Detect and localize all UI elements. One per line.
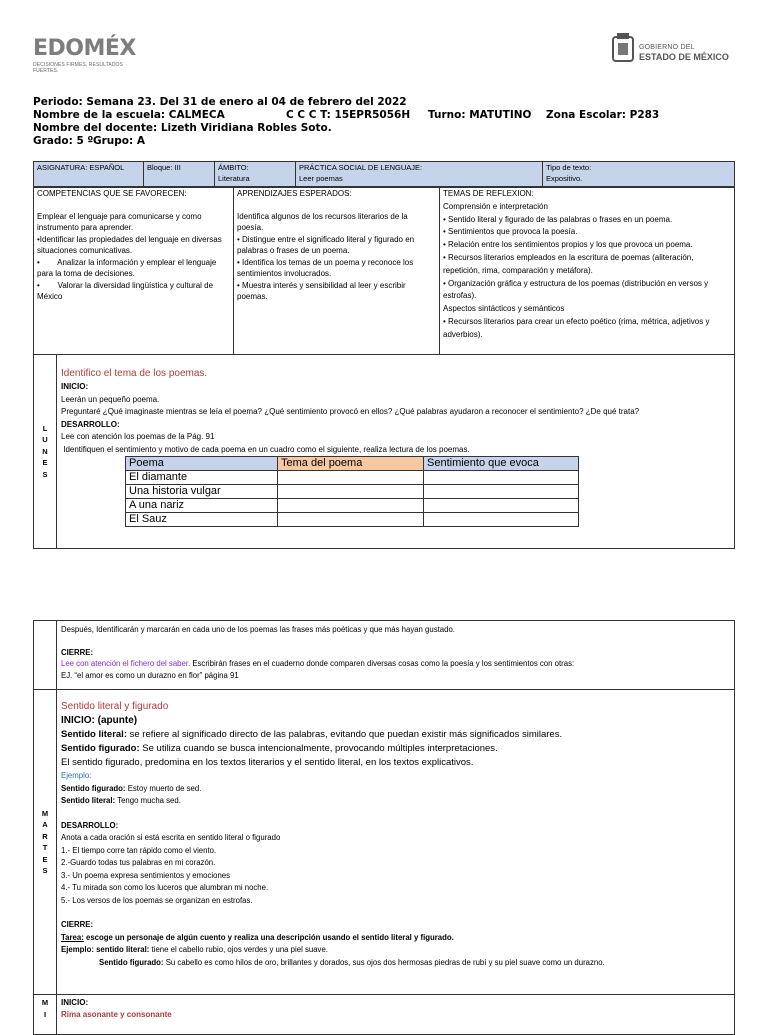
ej2-text: Su cabello es como hilos de oro, brillantes y dorados, sus ojos dos hermosas piedras de rubí y su piel suave como un durazno. <box>163 957 605 967</box>
periodo: Periodo: Semana 23. Del 31 de enero al 04 de febrero del 2022 <box>33 96 407 108</box>
gobierno-logo <box>611 33 731 69</box>
lunes-l4: Identifiquen el sentimiento y motivo de cada poema en un cuadro como el siguiente, realiza lectura de los poemas. <box>61 444 470 454</box>
practica <box>296 162 543 188</box>
ej2-label: Sentido figurado: <box>99 957 164 967</box>
edomex-logo-text: EDOMÉX <box>33 36 136 61</box>
martes-d4: 4.- Tu mirada son como los luceros que alumbran mi noche. <box>61 883 269 892</box>
martes-cierre: CIERRE: <box>61 920 94 929</box>
aprendizajes-title: APRENDIZAJES ESPERADOS: <box>237 189 352 198</box>
lunes-cont-l1: Después, Identificarán y marcarán en cada uno de los poemas las frases más poéticas y que más hayan gustado. <box>61 625 455 634</box>
competencias-table <box>33 186 735 355</box>
escuela: Nombre de la escuela: CALMECA <box>33 109 225 121</box>
aprendizajes-p1: Identifica algunos de los recursos literarios de la poesía. <box>237 211 408 232</box>
lunes-day-label <box>34 355 57 549</box>
temas-cell <box>440 187 735 355</box>
lunes-content <box>57 355 735 549</box>
competencias-p4: • Valorar la diversidad lingüística y cultural de México <box>37 280 216 301</box>
lunes-l1: Leerán un pequeño poema. <box>61 394 160 404</box>
grado: Grado: 5 º <box>33 135 94 147</box>
tipo-texto <box>543 162 735 188</box>
aprendizajes-p4: • Muestra interés y sensibilidad al leer y escribir poemas. <box>237 280 406 301</box>
competencias-p3: • Analizar la información y emplear el lenguaje para la toma de decisiones. <box>37 257 219 278</box>
planning-table <box>33 161 735 188</box>
day-letter: M <box>41 808 49 818</box>
poem-feeling-cell[interactable] <box>424 499 579 513</box>
bloque <box>144 162 215 188</box>
ambito-value: Literatura <box>218 173 250 183</box>
ambito-label: ÁMBITO: <box>218 163 249 172</box>
competencias-cell <box>34 187 234 355</box>
literal-text: se refiere al significado directo de las palabras, evitando que puedan existir más significados similares. <box>126 729 563 740</box>
poem-name: El Sauz <box>126 513 278 527</box>
martes-inicio: INICIO: (apunte) <box>61 715 138 726</box>
temas-l7: Aspectos sintácticos y semánticos <box>443 304 565 314</box>
miercoles-inicio: INICIO: <box>61 998 89 1007</box>
lunes-cont-table <box>33 620 735 1035</box>
day-letter: N <box>42 446 48 456</box>
day-letter: T <box>42 843 48 852</box>
temas-l5: • Recursos literarios empleados en la escritura de poemas (aliteración, repetición, rima, comparación y metáfora). <box>443 252 694 275</box>
figurado-text: Se utiliza cuando se busca intencionalmente, provocando múltiples interpretaciones. <box>139 743 498 754</box>
ej-text: tiene el cabello rubio, ojos verdes y una piel suave. <box>149 945 328 954</box>
lunes-cont-l2: Escribirán frases en el cuaderno donde comparen diversas cosas como la poesía y los sentimientos con otras: <box>190 659 575 668</box>
poem-theme-cell[interactable] <box>278 513 424 527</box>
poem-name: El diamante <box>126 471 278 485</box>
poem-theme-cell[interactable] <box>278 485 424 499</box>
feeling-header: Sentimiento que evoca <box>424 457 579 471</box>
martes-title: Sentido literal y figurado <box>61 701 169 712</box>
asignatura-text: ASIGNATURA: ESPAÑOL <box>37 163 125 172</box>
martes-d3: 3.- Un poema expresa sentimientos y emociones <box>61 870 231 880</box>
competencias-p2: •Identificar las propiedades del lenguaje en diversas situaciones comunicativas. <box>37 234 222 255</box>
martes-content <box>57 690 735 995</box>
temas-l2: • Sentido literal y figurado de las palabras o frases en un poema. <box>443 214 673 224</box>
poem-header: Poema <box>126 457 278 471</box>
poem-feeling-cell[interactable] <box>424 485 579 499</box>
figurado-label: Sentido figurado: <box>61 743 140 754</box>
temas-l1: Comprensión e interpretación <box>443 201 548 211</box>
tipo-label: Tipo de texto: <box>546 163 592 172</box>
day-letter: S <box>42 866 48 875</box>
day-letter: U <box>42 435 48 445</box>
bloque-text: Bloque: III <box>147 163 181 172</box>
poem-theme-cell[interactable] <box>278 499 424 513</box>
martes-d5: 5.- Los versos de los poemas se organizan en estrofas. <box>61 895 253 905</box>
theme-header: Tema del poema <box>278 457 424 471</box>
temas-l3: • Sentimientos que provoca la poesía. <box>443 227 578 237</box>
zona-escolar: Zona Escolar: P283 <box>546 109 660 121</box>
ej-label: Ejemplo: sentido literal: <box>61 945 150 954</box>
ambito <box>215 162 296 188</box>
ccct: C C C T: 15EPR5056H <box>286 109 411 121</box>
temas-l4: • Relación entre los sentimientos propios y los que provoca un poema. <box>443 240 693 250</box>
practica-label: PRÁCTICA SOCIAL DE LENGUAJE: <box>299 163 423 172</box>
ex2-label: Sentido literal: <box>61 796 116 805</box>
edomex-logo <box>33 36 136 74</box>
martes-d1: 1.- El tiempo corre tan rápido como el viento. <box>61 845 217 855</box>
lunes-l3: Lee con atención los poemas de la Pág. 91 <box>61 432 215 441</box>
aprendizajes-p3: • Identifica los temas de un poema y reconoce los sentimientos involucrados. <box>237 257 414 278</box>
gobierno-line2: ESTADO DE MÉXICO <box>639 52 729 62</box>
miercoles-title: Rima asonante y consonante <box>61 1010 172 1019</box>
gobierno-line1: GOBIERNO DEL <box>639 44 695 51</box>
ex1-text: Estoy muerto de sed. <box>125 783 202 793</box>
lunes-cont-cierre: CIERRE: <box>61 647 94 657</box>
edomex-tagline: DECISIONES FIRMES, RESULTADOS FUERTES. <box>33 62 123 74</box>
day-letter: A <box>42 820 48 829</box>
martes-ejemplo: Ejemplo: <box>61 771 92 780</box>
day-letter: L <box>42 423 48 433</box>
ex2-text: Tengo mucha sed. <box>115 796 181 805</box>
martes-d0: Anota a cada oración si está escrita en sentido literal o figurado <box>61 833 281 842</box>
turno: Turno: MATUTINO <box>428 109 532 121</box>
lunes-cont-day-cell <box>34 621 57 690</box>
ex1-label: Sentido figurado: <box>61 783 126 793</box>
lunes-l2: Preguntaré ¿Qué imaginaste mientras se leía el poema? ¿Qué sentimiento provocó en ellos? ¿Qué palabras ayudaron a reconocer el sentimiento? ¿De qué trata? <box>61 407 640 416</box>
asignatura <box>34 162 144 188</box>
temas-l8: • Recursos literarios para crear un efecto poético (rima, métrica, adjetivos y adverbios). <box>443 316 710 339</box>
lunes-inicio: INICIO: <box>61 382 89 391</box>
state-seal-icon <box>611 33 635 63</box>
literal-label: Sentido literal: <box>61 729 127 740</box>
day-letter: R <box>42 831 48 841</box>
tipo-value: Expositivo. <box>546 173 583 183</box>
competencias-p1: Emplear el lenguaje para comunicarse y como instrumento para aprender. <box>37 211 202 232</box>
poem-name: A una nariz <box>126 499 278 513</box>
lunes-title: Identifico el tema de los poemas. <box>61 368 208 379</box>
martes-desarrollo: DESARROLLO: <box>61 820 119 830</box>
aprendizajes-p2: • Distingue entre el significado literal y figurado en palabras o frases de un poema. <box>237 234 415 255</box>
fichero-text: Lee con atención el fichero del saber. <box>61 659 191 668</box>
day-letter: I <box>43 1009 47 1019</box>
docente: Nombre del docente: Lizeth Viridiana Robles Soto. <box>33 122 332 134</box>
poem-table <box>125 456 579 527</box>
temas-l6: • Organización gráfica y estructura de los poemas (distribución en versos y estrofas). <box>443 278 709 301</box>
miercoles-content <box>57 995 735 1035</box>
poem-feeling-cell[interactable] <box>424 471 579 485</box>
tarea-text: escoge un personaje de algún cuento y realiza una descripción usando el sentido literal y figurado. <box>83 932 454 942</box>
martes-l3: El sentido figurado, predomina en los textos literarios y el sentido literal, en los textos explicativos. <box>61 757 474 768</box>
miercoles-day-label <box>34 995 57 1035</box>
lunes-desarrollo: DESARROLLO: <box>61 419 120 429</box>
lunes-table <box>33 354 735 549</box>
poem-feeling-cell[interactable] <box>424 513 579 527</box>
poem-theme-cell[interactable] <box>278 471 424 485</box>
tarea-label: Tarea: <box>61 932 84 942</box>
competencias-title: COMPETENCIAS QUE SE FAVORECEN: <box>37 189 187 198</box>
practica-value: Leer poemas <box>299 173 343 183</box>
poem-name: Una historia vulgar <box>126 485 278 499</box>
day-letter: M <box>41 998 49 1007</box>
lunes-cont-l3: EJ. “el amor es como un durazno en flor” página 91 <box>61 670 239 680</box>
day-letter: S <box>42 469 48 479</box>
grupo: Grupo: A <box>93 135 145 147</box>
temas-title: TEMAS DE REFLEXION: <box>443 189 534 198</box>
lunes-cont-content <box>57 621 735 690</box>
martes-d2: 2.-Guardo todas tus palabras en mi corazón. <box>61 858 216 867</box>
martes-day-label <box>34 690 57 995</box>
day-letter: E <box>42 854 48 864</box>
day-letter: E <box>42 458 48 468</box>
aprendizajes-cell <box>234 187 440 355</box>
